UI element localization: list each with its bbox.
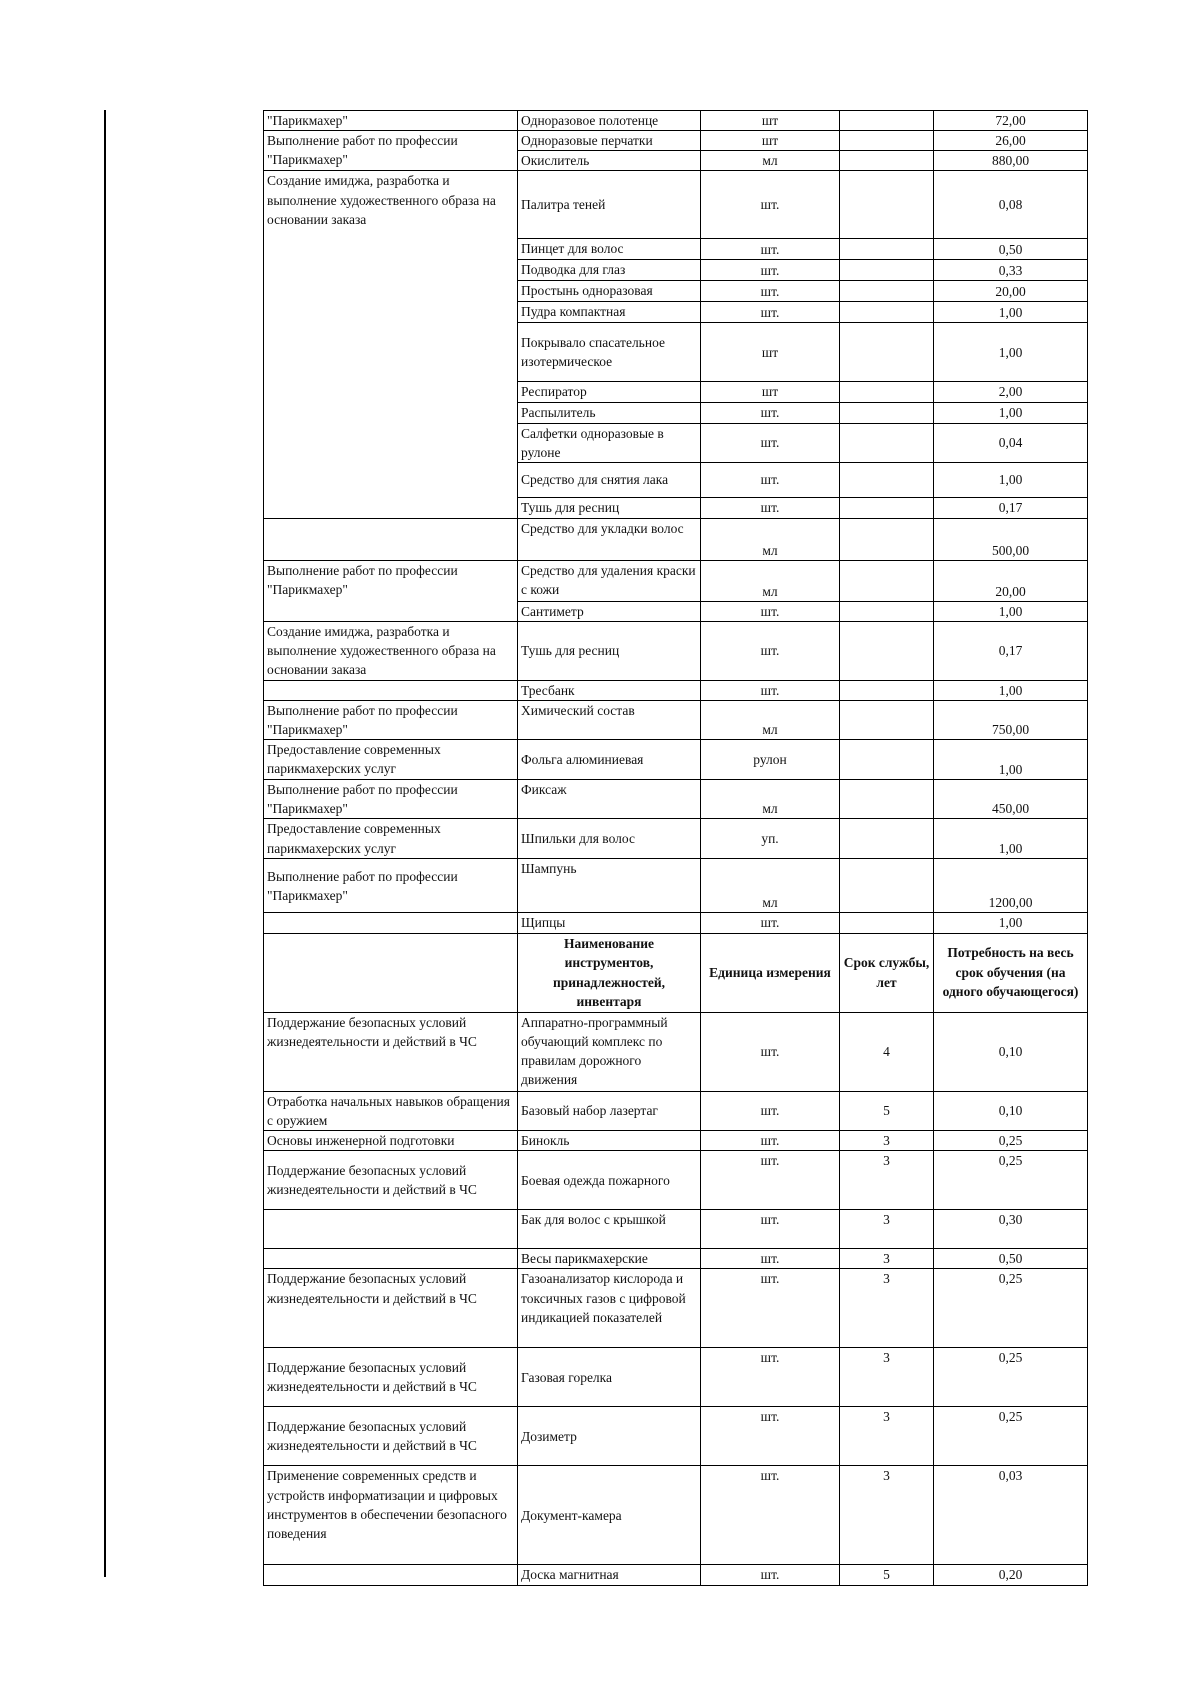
item-cell: Распылитель <box>518 402 701 423</box>
table-row <box>264 859 1088 913</box>
item-cell: Пудра компактная <box>518 302 701 323</box>
life-cell: 5 <box>840 1565 934 1585</box>
item-cell: Документ-камера <box>518 1466 701 1565</box>
unit-cell: мл <box>701 151 840 171</box>
activity-cell: Предоставление современных парикмахерских услуг <box>264 819 518 859</box>
unit-cell: шт. <box>701 1210 840 1249</box>
life-cell <box>840 601 934 621</box>
activity-cell: "Парикмахер" <box>264 111 518 131</box>
unit-cell: шт. <box>701 1091 840 1130</box>
header-unit-cell: Единица измерения <box>701 933 840 1012</box>
life-cell <box>840 382 934 402</box>
unit-cell: рулон <box>701 740 840 780</box>
activity-cell: Создание имиджа, разработка и выполнение художественного образа на основании заказа <box>264 171 518 518</box>
activity-cell: Применение современных средств и устройств информатизации и цифровых инструментов в обеспечении безопасного поведения <box>264 1466 518 1565</box>
life-cell <box>840 260 934 281</box>
table-row <box>264 560 1088 601</box>
item-cell: Окислитель <box>518 151 701 171</box>
activity-cell: Выполнение работ по профессии "Парикмахер" <box>264 859 518 913</box>
unit-cell: шт. <box>701 239 840 260</box>
item-cell: Химический состав <box>518 700 701 739</box>
qty-cell: 1,00 <box>934 819 1088 859</box>
unit-cell: шт <box>701 323 840 382</box>
item-cell: Фольга алюминиевая <box>518 740 701 780</box>
unit-cell: шт. <box>701 1131 840 1151</box>
unit-cell: шт. <box>701 302 840 323</box>
qty-cell: 0,17 <box>934 497 1088 518</box>
unit-cell: шт. <box>701 402 840 423</box>
item-cell: Тресбанк <box>518 680 701 700</box>
life-cell <box>840 323 934 382</box>
qty-cell: 1,00 <box>934 740 1088 780</box>
item-cell: Средство для удаления краски с кожи <box>518 560 701 601</box>
life-cell: 3 <box>840 1249 934 1269</box>
table-row <box>264 1012 1088 1091</box>
activity-cell <box>264 1249 518 1269</box>
item-cell: Дозиметр <box>518 1407 701 1466</box>
unit-cell: шт. <box>701 1269 840 1348</box>
unit-cell: шт <box>701 131 840 151</box>
item-cell: Доска магнитная <box>518 1565 701 1585</box>
item-cell: Средство для снятия лака <box>518 462 701 497</box>
item-cell: Одноразовое полотенце <box>518 111 701 131</box>
life-cell: 3 <box>840 1348 934 1407</box>
life-cell <box>840 680 934 700</box>
qty-cell: 880,00 <box>934 151 1088 171</box>
item-cell: Одноразовые перчатки <box>518 131 701 151</box>
activity-cell: Основы инженерной подготовки <box>264 1131 518 1151</box>
unit-cell: шт. <box>701 171 840 239</box>
qty-cell: 26,00 <box>934 131 1088 151</box>
item-cell: Бак для волос с крышкой <box>518 1210 701 1249</box>
table-row <box>264 518 1088 560</box>
qty-cell: 1,00 <box>934 913 1088 933</box>
unit-cell: мл <box>701 518 840 560</box>
unit-cell: шт. <box>701 497 840 518</box>
life-cell <box>840 151 934 171</box>
life-cell: 3 <box>840 1210 934 1249</box>
unit-cell: уп. <box>701 819 840 859</box>
qty-cell: 1,00 <box>934 302 1088 323</box>
unit-cell: мл <box>701 859 840 913</box>
item-cell: Фиксаж <box>518 780 701 819</box>
activity-cell <box>264 518 518 560</box>
item-cell: Тушь для ресниц <box>518 622 701 680</box>
qty-cell: 1,00 <box>934 601 1088 621</box>
life-cell <box>840 171 934 239</box>
item-cell: Средство для укладки волос <box>518 518 701 560</box>
item-cell: Пинцет для волос <box>518 239 701 260</box>
table-row <box>264 1091 1088 1130</box>
item-cell: Аппаратно-программный обучающий комплекс по правилам дорожного движения <box>518 1012 701 1091</box>
table-header-row <box>264 933 1088 1012</box>
table-row <box>264 1466 1088 1565</box>
unit-cell: шт. <box>701 1466 840 1565</box>
table-row <box>264 1249 1088 1269</box>
unit-cell: мл <box>701 780 840 819</box>
life-cell <box>840 622 934 680</box>
qty-cell: 0,25 <box>934 1348 1088 1407</box>
life-cell <box>840 302 934 323</box>
unit-cell: шт. <box>701 1407 840 1466</box>
unit-cell: шт. <box>701 281 840 302</box>
unit-cell: шт. <box>701 462 840 497</box>
item-cell: Весы парикмахерские <box>518 1249 701 1269</box>
table-row <box>264 819 1088 859</box>
life-cell <box>840 497 934 518</box>
life-cell <box>840 281 934 302</box>
qty-cell: 0,25 <box>934 1407 1088 1466</box>
unit-cell: шт <box>701 111 840 131</box>
unit-cell: шт. <box>701 1012 840 1091</box>
table-row <box>264 1565 1088 1585</box>
unit-cell: шт. <box>701 423 840 462</box>
unit-cell: шт. <box>701 1249 840 1269</box>
table-row <box>264 780 1088 819</box>
life-cell <box>840 913 934 933</box>
qty-cell: 1,00 <box>934 402 1088 423</box>
qty-cell: 72,00 <box>934 111 1088 131</box>
item-cell: Газовая горелка <box>518 1348 701 1407</box>
activity-cell: Выполнение работ по профессии "Парикмахер" <box>264 780 518 819</box>
header-life-cell: Срок службы, лет <box>840 933 934 1012</box>
unit-cell: шт <box>701 382 840 402</box>
life-cell <box>840 402 934 423</box>
qty-cell: 0,25 <box>934 1131 1088 1151</box>
qty-cell: 750,00 <box>934 700 1088 739</box>
unit-cell: шт. <box>701 260 840 281</box>
table-row <box>264 1210 1088 1249</box>
life-cell <box>840 859 934 913</box>
table-row <box>264 111 1088 131</box>
table-row <box>264 1131 1088 1151</box>
qty-cell: 0,03 <box>934 1466 1088 1565</box>
life-cell: 3 <box>840 1269 934 1348</box>
item-cell: Покрывало спасательное изотермическое <box>518 323 701 382</box>
table-row <box>264 1348 1088 1407</box>
life-cell: 3 <box>840 1466 934 1565</box>
item-cell: Респиратор <box>518 382 701 402</box>
qty-cell: 0,10 <box>934 1012 1088 1091</box>
activity-cell: Создание имиджа, разработка и выполнение художественного образа на основании заказа <box>264 622 518 680</box>
activity-cell <box>264 1565 518 1585</box>
life-cell <box>840 111 934 131</box>
unit-cell: шт. <box>701 680 840 700</box>
qty-cell: 1,00 <box>934 462 1088 497</box>
life-cell <box>840 518 934 560</box>
header-qty-cell: Потребность на весь срок обучения (на одного обучающегося) <box>934 933 1088 1012</box>
qty-cell: 1200,00 <box>934 859 1088 913</box>
table-row <box>264 622 1088 680</box>
life-cell: 4 <box>840 1012 934 1091</box>
activity-cell: Поддержание безопасных условий жизнедеятельности и действий в ЧС <box>264 1348 518 1407</box>
table-row <box>264 1151 1088 1210</box>
table-row <box>264 1407 1088 1466</box>
qty-cell: 450,00 <box>934 780 1088 819</box>
activity-cell: Выполнение работ по профессии "Парикмахер" <box>264 700 518 739</box>
qty-cell: 0,20 <box>934 1565 1088 1585</box>
item-cell: Простынь одноразовая <box>518 281 701 302</box>
item-cell: Базовый набор лазертаг <box>518 1091 701 1130</box>
qty-cell: 0,04 <box>934 423 1088 462</box>
qty-cell: 20,00 <box>934 281 1088 302</box>
unit-cell: шт. <box>701 1565 840 1585</box>
life-cell: 3 <box>840 1407 934 1466</box>
qty-cell: 0,08 <box>934 171 1088 239</box>
qty-cell: 0,10 <box>934 1091 1088 1130</box>
activity-cell <box>264 1210 518 1249</box>
life-cell: 3 <box>840 1151 934 1210</box>
life-cell <box>840 780 934 819</box>
left-margin-line <box>104 110 106 1577</box>
unit-cell: мл <box>701 700 840 739</box>
item-cell: Сантиметр <box>518 601 701 621</box>
qty-cell: 1,00 <box>934 323 1088 382</box>
activity-cell: Выполнение работ по профессии "Парикмахер" <box>264 560 518 621</box>
item-cell: Бинокль <box>518 1131 701 1151</box>
life-cell <box>840 462 934 497</box>
life-cell <box>840 700 934 739</box>
table-row <box>264 740 1088 780</box>
item-cell: Подводка для глаз <box>518 260 701 281</box>
activity-cell <box>264 680 518 700</box>
activity-cell <box>264 913 518 933</box>
table-row <box>264 913 1088 933</box>
qty-cell: 0,50 <box>934 1249 1088 1269</box>
unit-cell: шт. <box>701 622 840 680</box>
unit-cell: шт. <box>701 913 840 933</box>
item-cell: Боевая одежда пожарного <box>518 1151 701 1210</box>
qty-cell: 2,00 <box>934 382 1088 402</box>
table-body <box>264 111 1088 1586</box>
life-cell <box>840 560 934 601</box>
qty-cell: 20,00 <box>934 560 1088 601</box>
life-cell <box>840 423 934 462</box>
qty-cell: 0,30 <box>934 1210 1088 1249</box>
life-cell <box>840 740 934 780</box>
unit-cell: шт. <box>701 1151 840 1210</box>
table-row <box>264 131 1088 151</box>
activity-cell: Поддержание безопасных условий жизнедеятельности и действий в ЧС <box>264 1269 518 1348</box>
qty-cell: 500,00 <box>934 518 1088 560</box>
item-cell: Газоанализатор кислорода и токсичных газов с цифровой индикацией показателей <box>518 1269 701 1348</box>
qty-cell: 0,33 <box>934 260 1088 281</box>
qty-cell: 0,25 <box>934 1151 1088 1210</box>
item-cell: Щипцы <box>518 913 701 933</box>
table-row <box>264 1269 1088 1348</box>
header-activity-cell <box>264 933 518 1012</box>
life-cell: 5 <box>840 1091 934 1130</box>
activity-cell: Выполнение работ по профессии "Парикмахер" <box>264 131 518 171</box>
life-cell <box>840 819 934 859</box>
activity-cell: Отработка начальных навыков обращения с оружием <box>264 1091 518 1130</box>
item-cell: Шпильки для волос <box>518 819 701 859</box>
qty-cell: 0,17 <box>934 622 1088 680</box>
life-cell <box>840 131 934 151</box>
header-item-cell: Наименование инструментов, принадлежностей, инвентаря <box>518 933 701 1012</box>
item-cell: Салфетки одноразовые в рулоне <box>518 423 701 462</box>
equipment-table <box>263 110 1088 1586</box>
item-cell: Палитра теней <box>518 171 701 239</box>
unit-cell: мл <box>701 560 840 601</box>
activity-cell: Поддержание безопасных условий жизнедеятельности и действий в ЧС <box>264 1012 518 1091</box>
life-cell <box>840 239 934 260</box>
qty-cell: 1,00 <box>934 680 1088 700</box>
table-row <box>264 700 1088 739</box>
qty-cell: 0,25 <box>934 1269 1088 1348</box>
table-row <box>264 680 1088 700</box>
item-cell: Шампунь <box>518 859 701 913</box>
activity-cell: Поддержание безопасных условий жизнедеятельности и действий в ЧС <box>264 1151 518 1210</box>
item-cell: Тушь для ресниц <box>518 497 701 518</box>
table-row <box>264 171 1088 239</box>
unit-cell: шт. <box>701 601 840 621</box>
activity-cell: Предоставление современных парикмахерских услуг <box>264 740 518 780</box>
qty-cell: 0,50 <box>934 239 1088 260</box>
activity-cell: Поддержание безопасных условий жизнедеятельности и действий в ЧС <box>264 1407 518 1466</box>
life-cell: 3 <box>840 1131 934 1151</box>
unit-cell: шт. <box>701 1348 840 1407</box>
